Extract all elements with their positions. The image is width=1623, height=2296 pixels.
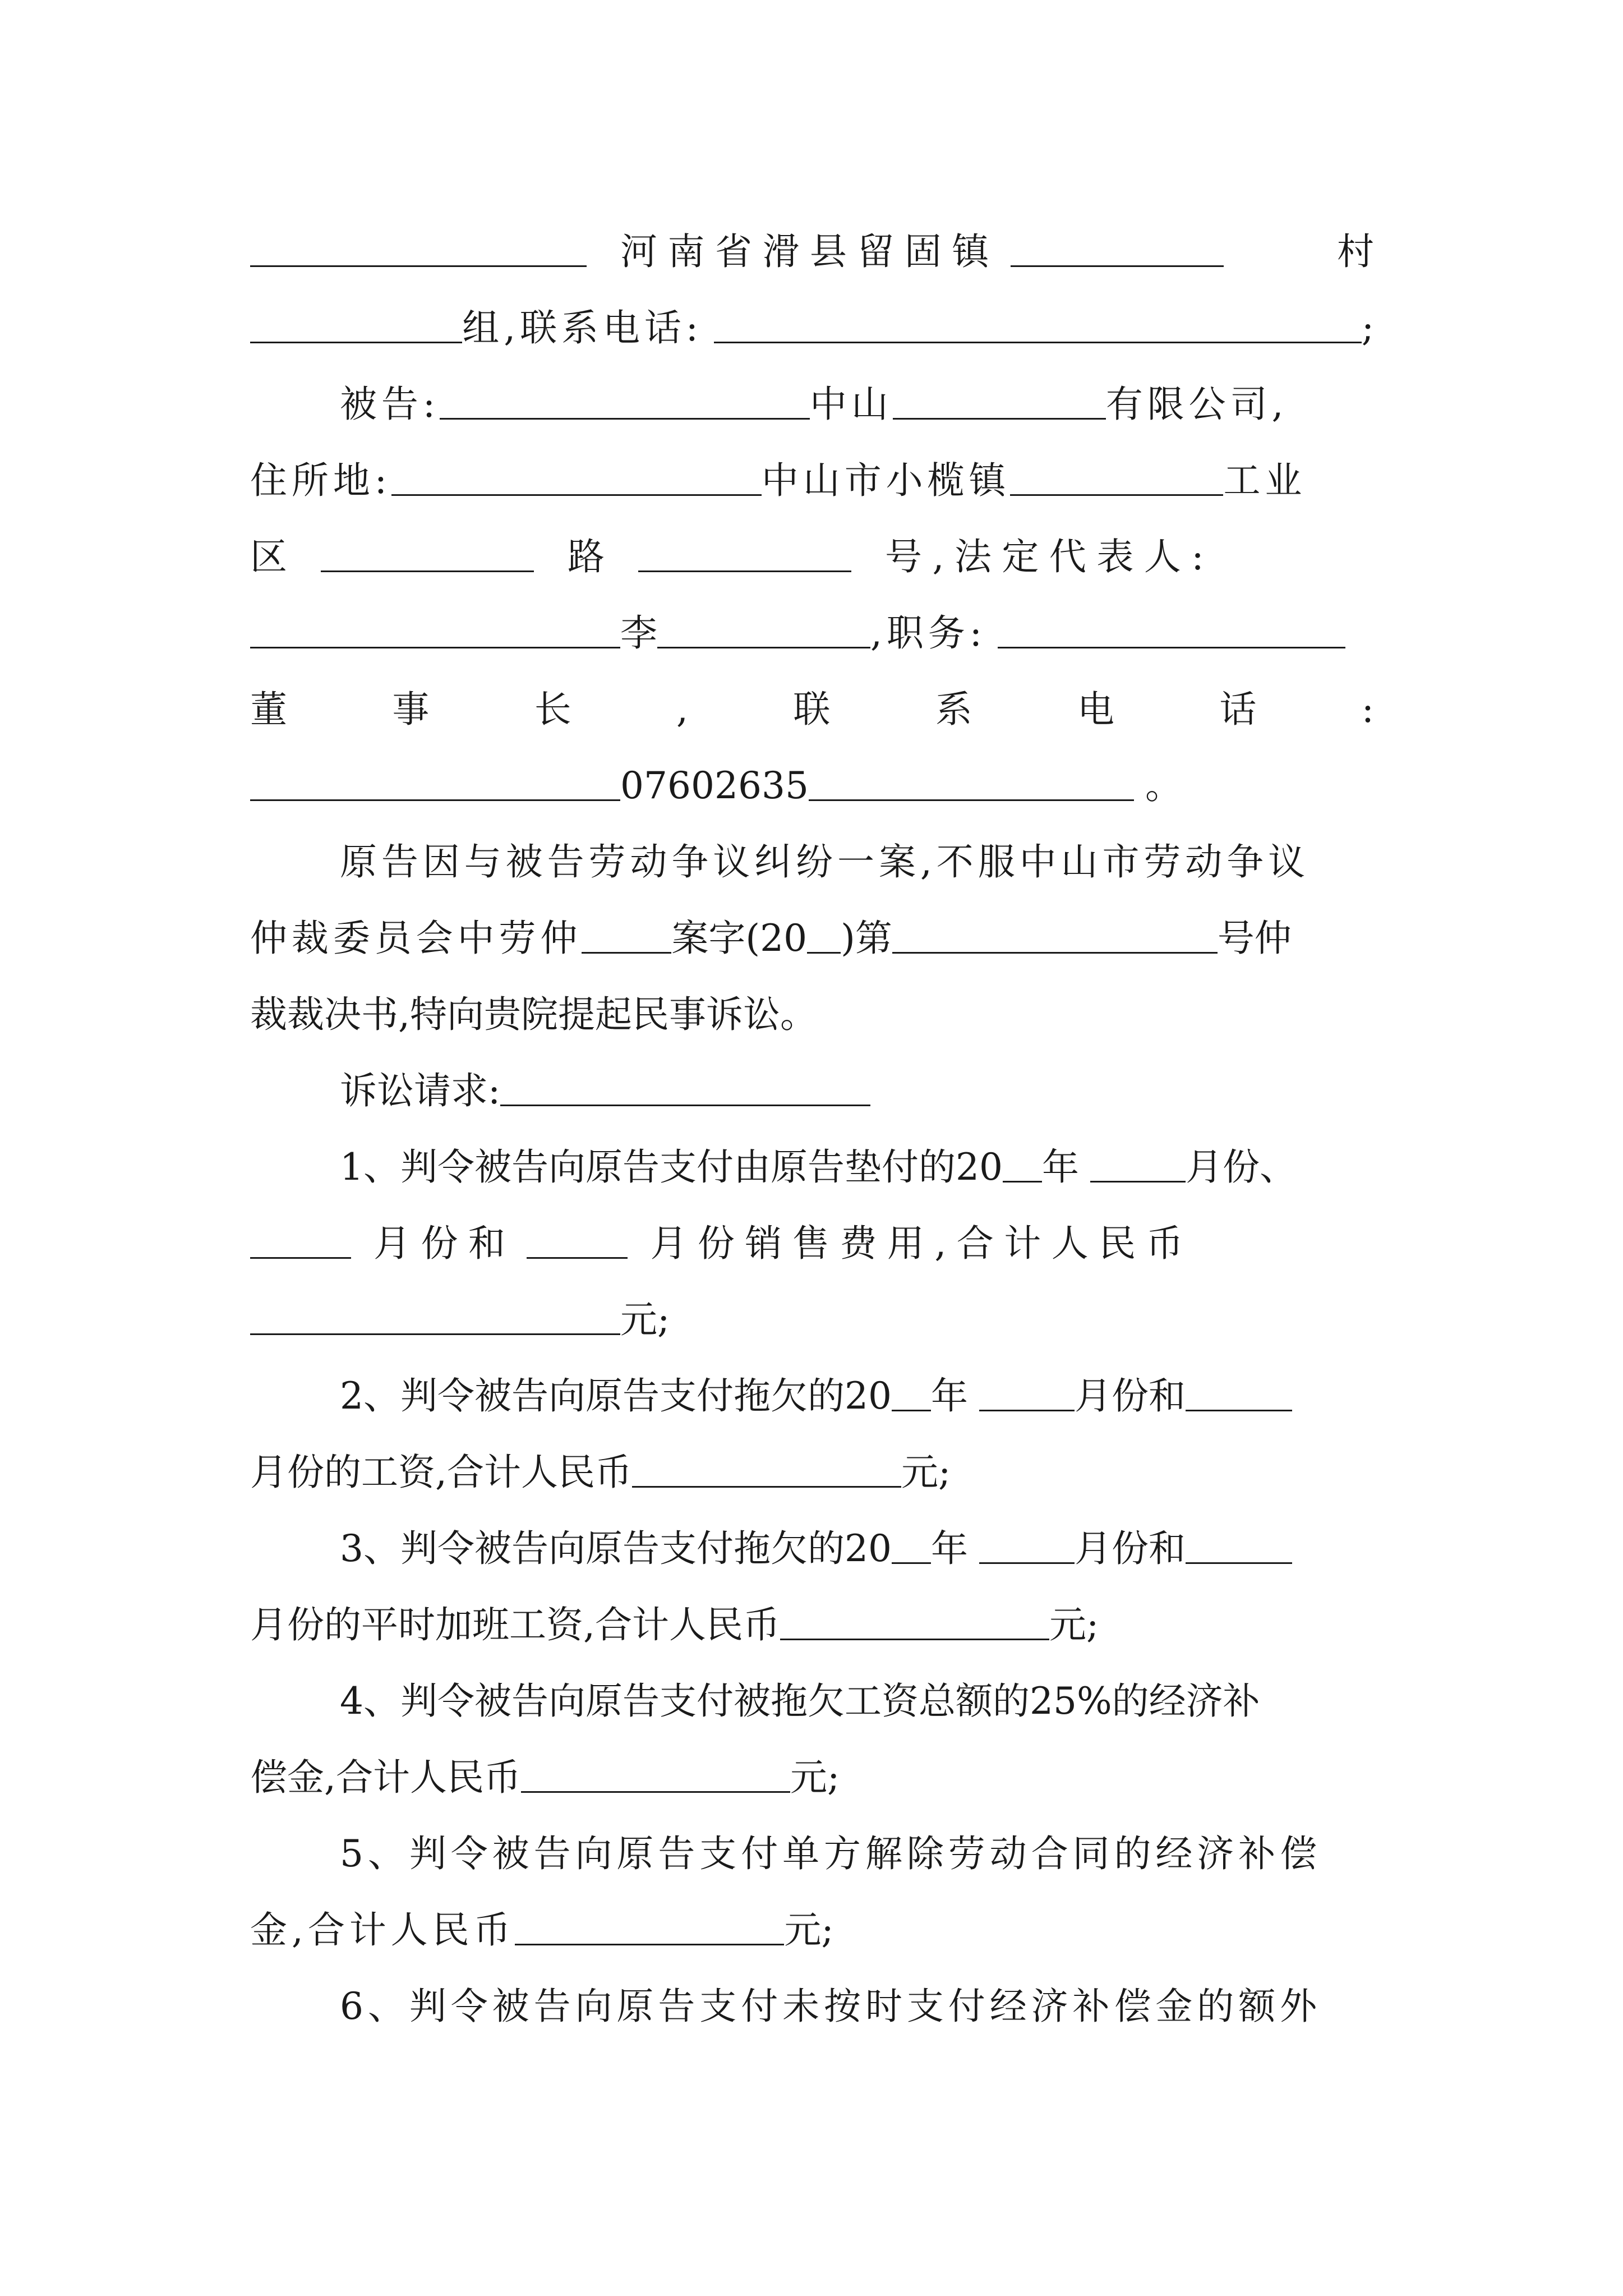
text-line	[250, 1962, 1374, 2030]
blank-line	[250, 1257, 351, 1259]
blank-line	[250, 799, 620, 801]
text-segment: 路	[568, 535, 605, 578]
blank-line	[998, 646, 1345, 648]
blank-line	[1003, 1180, 1042, 1182]
text-segment: 月份、	[1185, 1145, 1297, 1189]
text-segment: 年	[930, 1527, 968, 1570]
blank-line	[1186, 1409, 1292, 1411]
text-line	[250, 1047, 1374, 1114]
text-segment: 有限公司,	[1105, 383, 1288, 426]
text-segment: 村	[1337, 230, 1374, 273]
text-segment: 4、判令被告向原告支付被拖欠工资总额的25%的经济补	[340, 1680, 1260, 1723]
text-segment: 。	[1145, 764, 1182, 807]
text-segment: 月份的工资,合计人民币	[250, 1451, 632, 1494]
text-segment: 原告因与被告劳动争议纠纷一案,不服中山市劳动争议	[340, 840, 1310, 884]
blank-line	[582, 951, 671, 954]
blank-line	[979, 1562, 1075, 1564]
blank-line	[780, 1638, 1049, 1640]
text-line	[250, 1352, 1374, 1419]
blank-line	[809, 799, 1134, 801]
text-segment: 联	[793, 688, 831, 731]
text-segment: 月份销售费用,合计人民币	[650, 1222, 1194, 1265]
text-line	[250, 1657, 1374, 1724]
text-line	[250, 1504, 1374, 1572]
text-segment: 系	[935, 688, 972, 731]
blank-line	[250, 1333, 620, 1335]
text-line	[250, 1199, 1374, 1267]
text-segment: 话	[1219, 688, 1257, 731]
blank-line	[714, 341, 1362, 343]
text-segment: 工业	[1223, 459, 1307, 502]
text-segment: 月份和	[1074, 1527, 1186, 1570]
text-segment: ,	[676, 688, 689, 731]
text-segment: 5、判令被告向原告支付单方解除劳动合同的经济补偿	[340, 1832, 1322, 1875]
blank-line	[321, 570, 534, 572]
text-segment: ;	[1361, 306, 1374, 349]
text-line	[250, 360, 1374, 427]
text-segment: 年	[930, 1374, 968, 1418]
text-line	[250, 1123, 1374, 1190]
text-line	[250, 436, 1374, 504]
blank-line	[892, 1562, 931, 1564]
blank-line	[657, 646, 870, 648]
text-line	[250, 894, 1374, 961]
blank-line	[1090, 1180, 1186, 1182]
text-segment: 月份和	[374, 1222, 516, 1265]
text-line	[250, 665, 1374, 733]
text-segment: 07602635	[620, 764, 809, 807]
text-segment: 仲裁委员会中劳仲	[250, 917, 582, 960]
text-segment: 河南省滑县留固镇	[620, 230, 999, 273]
text-segment: 李	[620, 611, 657, 655]
text-segment: 案字(20	[671, 917, 808, 960]
blank-line	[892, 951, 1218, 954]
text-segment: 长	[534, 688, 571, 731]
text-segment: 月份和	[1074, 1374, 1186, 1418]
text-segment: 被告:	[340, 383, 440, 426]
blank-line	[1010, 494, 1223, 496]
text-line	[250, 513, 1374, 580]
text-segment: 住所地:	[250, 459, 391, 502]
text-segment: 裁裁决书,特向贵院提起民事诉讼。	[250, 993, 817, 1036]
text-segment: 元;	[1049, 1603, 1099, 1646]
text-segment: ,职务:	[870, 611, 986, 655]
text-line	[250, 1886, 1374, 1953]
text-segment: 月份的平时加班工资,合计人民币	[250, 1603, 780, 1646]
blank-line	[893, 417, 1106, 420]
text-segment: 年	[1041, 1145, 1079, 1189]
text-line	[250, 818, 1374, 885]
blank-line	[440, 417, 810, 420]
text-segment: 中山市小榄镇	[761, 459, 1011, 502]
text-segment: 董	[250, 688, 287, 731]
text-line	[250, 284, 1374, 351]
text-line	[250, 742, 1374, 809]
text-segment: )第	[841, 917, 892, 960]
blank-line	[1186, 1562, 1292, 1564]
text-segment: 元;	[784, 1908, 834, 1952]
blank-line	[1011, 265, 1224, 267]
blank-line	[638, 570, 851, 572]
text-segment: 诉讼请求:	[340, 1069, 501, 1112]
blank-line	[515, 1943, 784, 1945]
text-segment: 元;	[620, 1298, 670, 1341]
text-line	[250, 1810, 1374, 1877]
text-segment: 1、判令被告向原告支付由原告垫付的20	[340, 1145, 1003, 1189]
text-line	[250, 1276, 1374, 1343]
text-segment: 号,法定代表人:	[885, 535, 1215, 578]
text-line	[250, 1733, 1374, 1801]
text-segment: 金,合计人民币	[250, 1908, 515, 1952]
blank-line	[391, 494, 762, 496]
text-line	[250, 970, 1374, 1038]
text-segment: 偿金,合计人民币	[250, 1756, 521, 1799]
text-segment: 区	[250, 535, 287, 578]
blank-line	[892, 1409, 931, 1411]
text-segment: 号仲	[1217, 917, 1292, 960]
text-segment: 事	[392, 688, 430, 731]
text-segment: 元;	[901, 1451, 951, 1494]
text-segment: 电	[1077, 688, 1115, 731]
blank-line	[500, 1104, 870, 1106]
text-segment: 组,联系电话:	[462, 306, 703, 349]
blank-line	[632, 1485, 901, 1488]
blank-line	[979, 1409, 1075, 1411]
blank-line	[807, 951, 841, 954]
text-line	[250, 589, 1374, 656]
text-segment: 3、判令被告向原告支付拖欠的20	[340, 1527, 892, 1570]
blank-line	[521, 1791, 790, 1793]
text-segment: 元;	[790, 1756, 840, 1799]
blank-line	[250, 341, 462, 343]
blank-line	[250, 265, 587, 267]
text-segment: 中山	[810, 383, 893, 426]
text-segment: 6、判令被告向原告支付未按时支付经济补偿金的额外	[340, 1985, 1322, 2028]
text-line	[250, 208, 1374, 275]
text-line	[250, 1428, 1374, 1496]
text-segment: :	[1361, 688, 1374, 731]
blank-line	[527, 1257, 628, 1259]
text-segment: 2、判令被告向原告支付拖欠的20	[340, 1374, 892, 1418]
blank-line	[250, 646, 620, 648]
text-line	[250, 1581, 1374, 1648]
